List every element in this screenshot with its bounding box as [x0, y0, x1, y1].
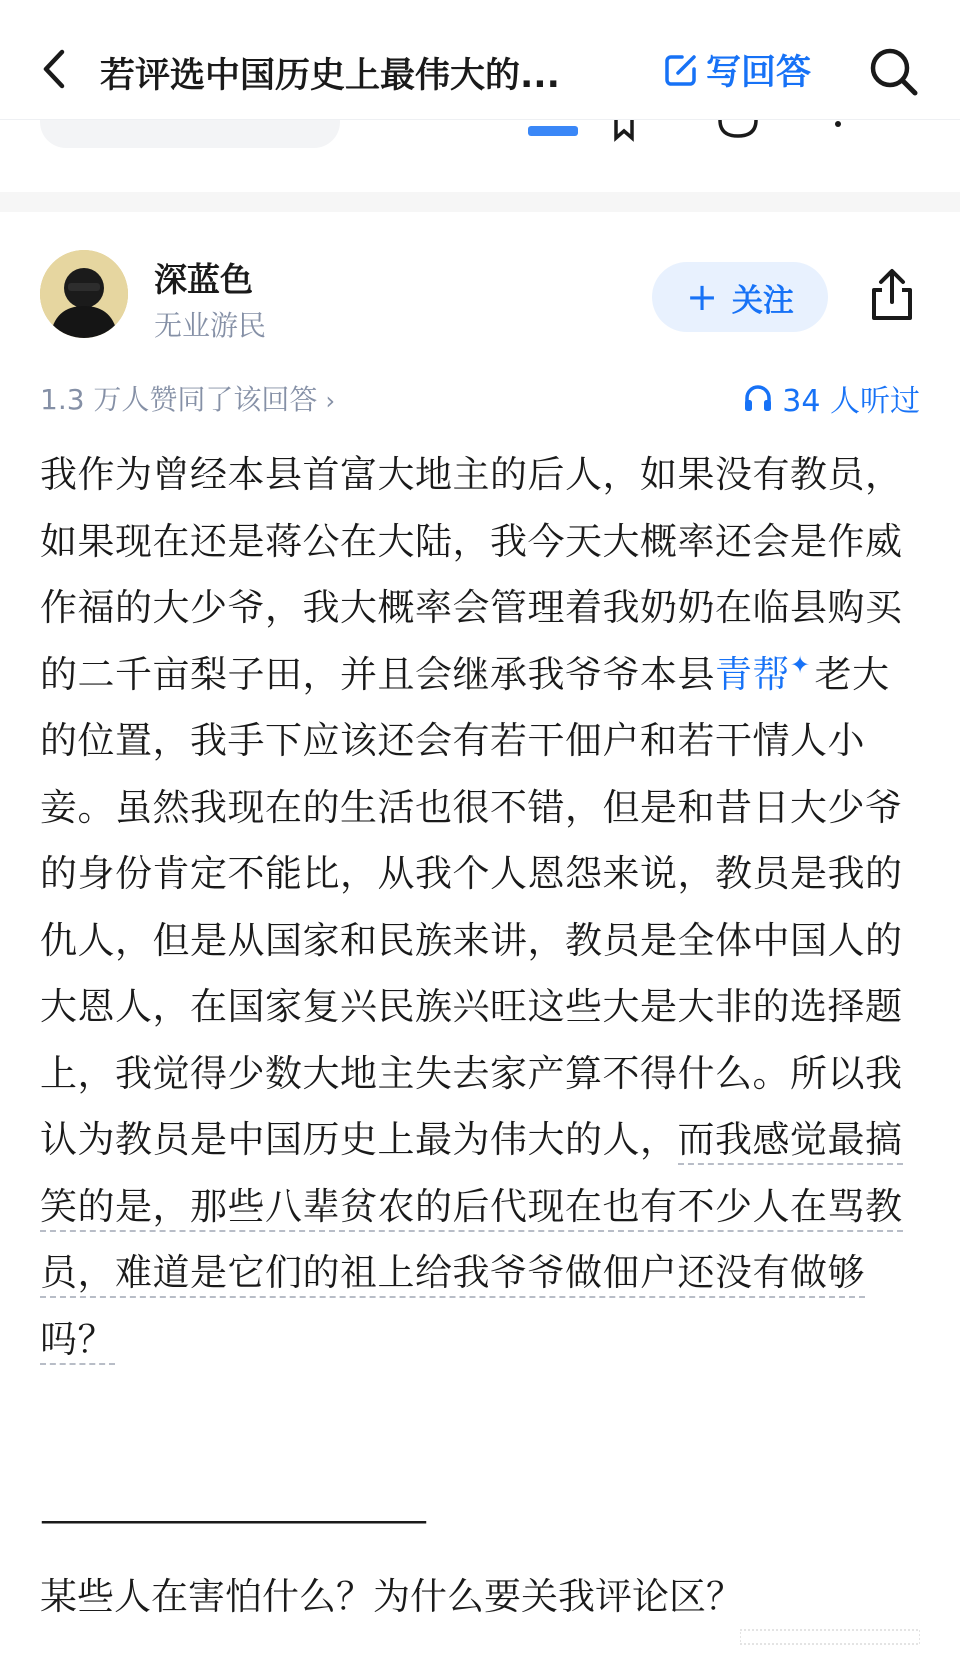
- hidden-highlight: [528, 126, 578, 136]
- sparkle-icon: ✦: [790, 651, 811, 680]
- search-icon[interactable]: [866, 44, 920, 98]
- keyword-link[interactable]: 青帮: [715, 652, 790, 696]
- author-tagline: 无业游民: [154, 309, 267, 342]
- agree-count[interactable]: [40, 378, 335, 418]
- avatar[interactable]: [40, 250, 128, 338]
- share-icon[interactable]: [866, 266, 918, 324]
- separator-line: ————————————: [40, 1500, 424, 1541]
- watermark: [740, 1628, 920, 1646]
- chevron-right-icon: ›: [325, 387, 336, 415]
- top-nav-bar: [0, 0, 960, 120]
- listen-count[interactable]: [742, 376, 920, 420]
- question-title[interactable]: 若评选中国历史上最伟大的...: [100, 56, 560, 96]
- answer-text-part2: 老大的位置，我手下应该还会有若干佃户和若干情人小妾。虽然我现在的生活也很不错，但是和昔日大少爷的身份肯定不能比，从我个人恩怨来说，教员是我的仇人，但是从国家和民族来讲，教员是全体中国人的大恩人，在国家复兴民族兴旺这些大是大非的选择题上，我觉得少数大地主失去家产算不得什么。所以我认为教员是中国历史上最为伟大的人，: [40, 652, 903, 1161]
- follow-button[interactable]: [652, 262, 828, 332]
- plus-icon: +: [686, 275, 718, 319]
- chevron-left-icon[interactable]: [36, 46, 72, 92]
- comment-icon: [716, 120, 760, 142]
- answer-text-part1: 我作为曾经本县首富大地主的后人，如果没有教员，如果现在还是蒋公在大陆，我今天大概率还会是作威作福的大少爷，我大概率会管理着我奶奶在临县购买的二千亩梨子田，并且会继承我爷爷本县: [40, 453, 903, 696]
- answer-body: [40, 442, 920, 1373]
- listen-text: 34 人听过: [782, 384, 920, 419]
- write-answer-label: 写回答: [706, 53, 812, 93]
- avatar-image: [40, 250, 128, 338]
- more-icon: [818, 120, 862, 142]
- follow-label: 关注: [731, 282, 794, 319]
- agree-text: 1.3 万人赞同了该回答: [40, 383, 318, 416]
- hidden-action-strip: [0, 120, 960, 192]
- underlined-text[interactable]: 而我感觉最搞笑的是，那些八辈贫农的后代现在也有不少人在骂教员，难道是它们的祖上给我爷爷做佃户还没有做够吗？: [40, 1118, 903, 1365]
- bookmark-icon: [608, 120, 652, 142]
- hidden-pill: [40, 120, 340, 148]
- write-answer-button[interactable]: [662, 48, 811, 92]
- edit-icon: [662, 51, 700, 89]
- headphones-icon: [742, 382, 774, 414]
- author-name[interactable]: 深蓝色: [154, 260, 253, 299]
- section-divider: [0, 192, 960, 212]
- answer-meta-row: [40, 374, 920, 418]
- closing-question: 某些人在害怕什么？为什么要关我评论区？: [40, 1575, 743, 1618]
